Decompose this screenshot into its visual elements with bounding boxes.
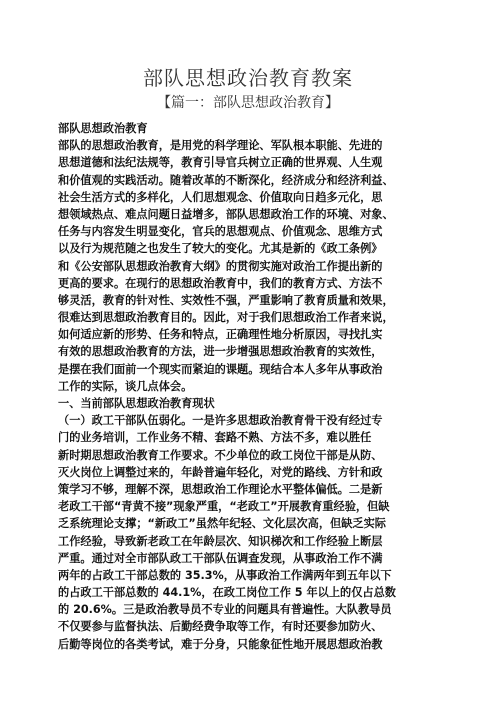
text-line: 的 20.6%。三是政治教导员不专业的问题具有普遍性。大队教导员 (58, 603, 392, 617)
text-line: 策学习不够，理解不深，思想政治工作理论水平整体偏低。二是新 (58, 482, 383, 496)
text-line: 如何适应新的形势、任务和特点，正确理性地分析原因，寻找扎实 (58, 328, 383, 342)
text-line: 老政工干部“青黄不接”现象严重，“老政工”开展教育重经验，但缺 (58, 500, 390, 514)
text-line: （一）政工干部队伍弱化。一是许多思想政治教育骨干没有经过专 (58, 414, 383, 428)
text-line: 门的业务培训，工作业务不精、套路不熟、方法不多，难以胜任 (58, 431, 372, 445)
text-line: 的占政工干部总数的 44.1%，在政工岗位工作 5 年以上的仅占总数 (58, 586, 396, 600)
text-line: 和《公安部队思想政治教育大纲》的贯彻实施对政治工作提出新的 (58, 259, 383, 273)
text-line: 不仅要参与监督执法、后勤经费争取等工作，有时还要参加防火、 (58, 620, 383, 634)
text-line: 乏系统理论支撑；“新政工”虽然年纪轻、文化层次高，但缺乏实际 (58, 517, 386, 531)
text-line: 后勤等岗位的各类考试，难于分身，只能象征性地开展思想政治教 (58, 637, 383, 651)
text-line: 严重。通过对全市部队政工干部队伍调查发现，从事政治工作不满 (58, 551, 383, 565)
text-line: 部队的思想政治教育，是用党的科学理论、军队根本职能、先进的 (58, 139, 383, 153)
text-line: 工作经验，导致新老政工在年龄层次、知识梯次和工作经验上断层 (58, 534, 383, 548)
document-title: 部队思想政治教育教案 (143, 66, 353, 90)
document-body (58, 120, 443, 653)
text-line: 很难达到思想政治教育目的。因此，对于我们思想政治工作者来说， (58, 311, 394, 325)
text-line: 工作的实际，谈几点体会。 (58, 379, 193, 393)
document-subtitle: 【篇一：部队思想政治教育】 (157, 95, 339, 111)
text-line: 有效的思想政治教育的方法，进一步增强思想政治教育的实效性， (58, 345, 383, 359)
text-line: 以及行为规范随之也发生了较大的变化。尤其是新的《政工条例》 (58, 242, 383, 256)
text-line: 思想道德和法纪法规等，教育引导官兵树立正确的世界观、人生观 (58, 156, 383, 170)
text-line: 部队思想政治教育 (58, 122, 148, 135)
text-line: 和价值观的实践活动。随着改革的不断深化，经济成分和经济利益、 (58, 173, 394, 187)
text-line: 想领域热点、难点问题日益增多，部队思想政治工作的环境、对象、 (58, 207, 394, 221)
text-line: 更高的要求。在现行的思想政治教育中，我们的教育方式、方法不 (58, 276, 383, 290)
text-line: 社会生活方式的多样化，人们思想观念、价值取向日趋多元化，思 (58, 190, 383, 204)
text-line: 新时期思想政治教育工作要求。不少单位的政工岗位干部是从防、 (58, 448, 383, 462)
text-line: 任务与内容发生明显变化，官兵的思想观点、价值观念、思维方式 (58, 225, 383, 239)
text-line: 一、当前部队思想政治教育现状 (58, 397, 215, 410)
text-line: 灭火岗位上调整过来的，年龄普遍年轻化，对党的路线、方针和政 (58, 465, 383, 479)
text-line: 够灵活，教育的针对性、实效性不强，严重影响了教育质量和效果， (58, 293, 394, 307)
text-line: 两年的占政工干部总数的 35.3%，从事政治工作满两年到五年以下 (58, 568, 392, 582)
text-line: 是摆在我们面前一个现实而紧迫的课题。现结合本人多年从事政治 (58, 362, 383, 376)
